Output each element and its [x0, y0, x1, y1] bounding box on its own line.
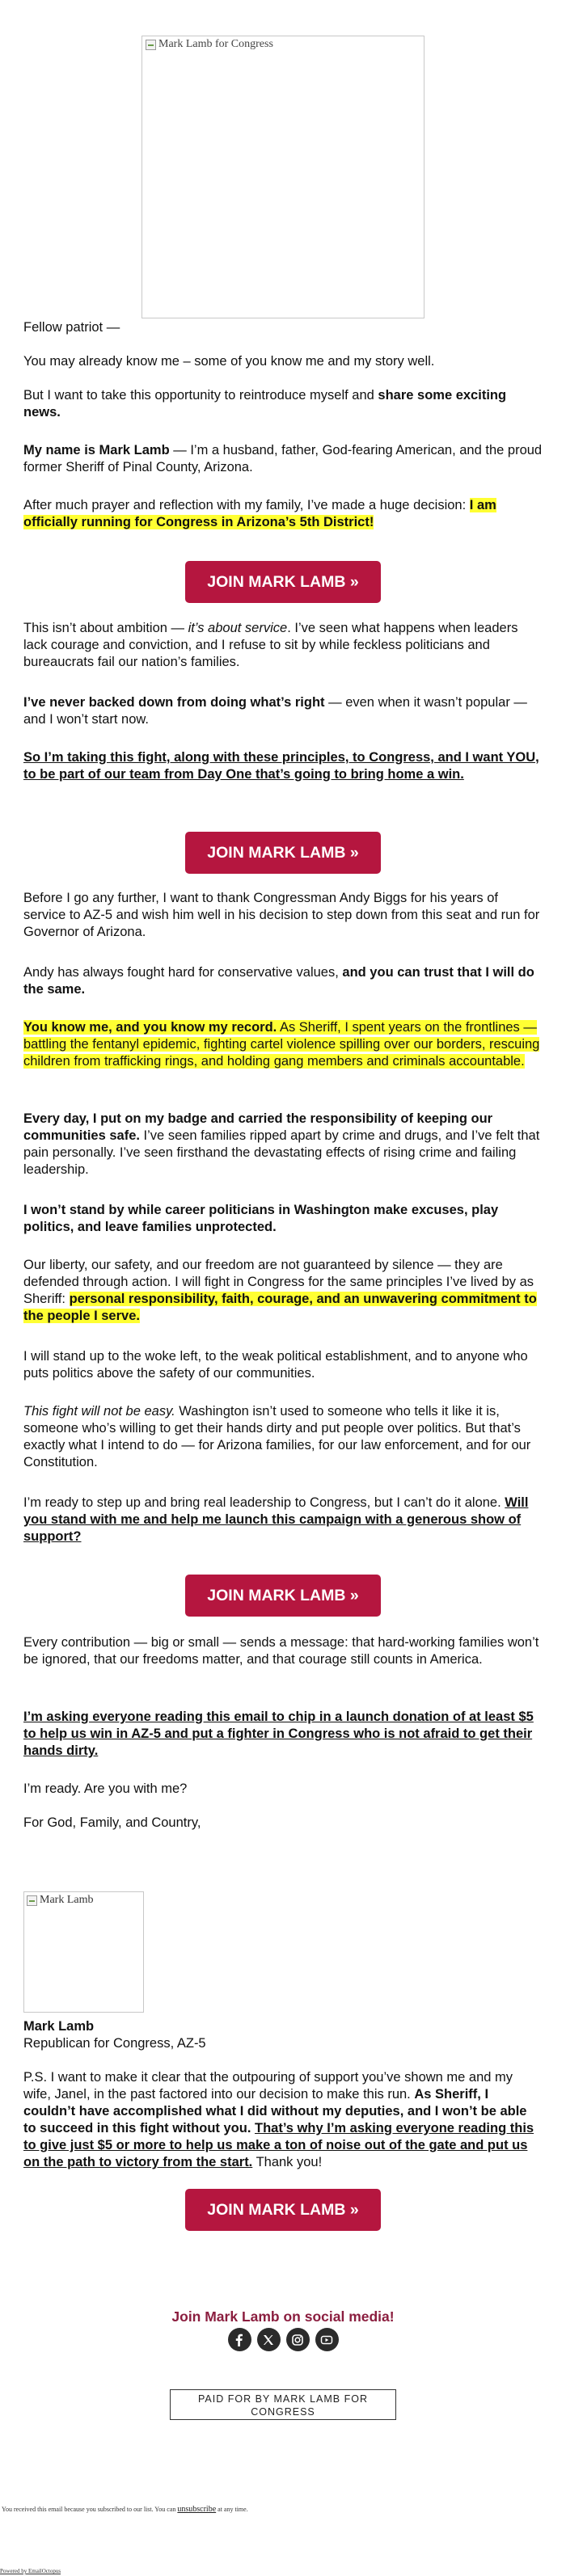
join-button[interactable]: JOIN MARK LAMB » — [185, 2189, 381, 2231]
paragraph: For God, Family, and Country, — [23, 1815, 201, 1830]
signature-image — [23, 1891, 144, 2013]
paragraph[interactable]: I’m asking everyone reading this email to chip in a launch donation of at least $5 to help us win in AZ-5 and put a fighter in Congress who is not afraid to get their hands dirty. — [23, 1710, 534, 1758]
postscript: P.S. I want to make it clear that the outpouring of support you’ve shown me and my wife, Janel, in the past factored into our decision to make this run. As Sheriff, I couldn’t have accomplished what I did without my deputies, and I won’t be able to succeed in this fight without you. That’s why I’m asking everyone reading this to give just $5 or more to help us make a ton of noise out of the gate and put us on the path to victory from the start. Thank you! — [23, 2070, 534, 2169]
paragraph: Every contribution — big or small — sends a message: that hard-working families won’t be ignored, that our freedoms matter, and that courage still counts in America. — [23, 1635, 539, 1667]
signature-image-alt: Mark Lamb — [27, 1894, 93, 1907]
signature-name: Mark Lamb — [23, 2019, 95, 2034]
paragraph: But I want to take this opportunity to reintroduce myself and share some exciting news. — [23, 388, 507, 419]
social-title: Join Mark Lamb on social media! — [171, 2308, 395, 2325]
paragraph: I’ve never backed down from doing what’s right — even when it wasn’t popular — and I won’t start now. — [23, 695, 527, 727]
hero-image-alt: Mark Lamb for Congress — [146, 38, 273, 51]
paragraph: Our liberty, our safety, and our freedom are not guaranteed by silence — they are defended through action. I will fight in Congress for the same principles I’ve lived by as Sheriff: personal responsibility, faith, courage, and an unwavering commitment to the people I serve. — [23, 1258, 537, 1323]
x-icon[interactable] — [257, 2328, 281, 2351]
social-links — [0, 2328, 566, 2351]
paragraph: You know me, and you know my record. As Sheriff, I spent years on the frontlines — battling the fentanyl epidemic, fighting cartel violence spilling over our borders, rescuing children from trafficking rings, and holding gang members and criminals accountable. — [23, 1020, 540, 1069]
facebook-icon[interactable] — [228, 2328, 251, 2351]
hero-image — [142, 36, 424, 318]
footer-note: You received this email because you subscribed to our list. You can unsubscribe at any time. — [2, 2505, 248, 2514]
signature-title: Republican for Congress, AZ-5 — [23, 2036, 206, 2051]
join-button[interactable]: JOIN MARK LAMB » — [185, 561, 381, 603]
broken-image-icon — [27, 1895, 37, 1906]
paragraph: I won’t stand by while career politicians in Washington make excuses, play politics, and leave families unprotected. — [23, 1203, 499, 1234]
paragraph: Every day, I put on my badge and carried the responsibility of keeping our communities safe. I’ve seen families ripped apart by crime and drugs, and I’ve felt that pain personally. I’ve seen firsthand the devastating effects of rising crime and failing leadership. — [23, 1111, 540, 1177]
unsubscribe-link[interactable]: unsubscribe — [177, 2505, 217, 2514]
paid-for-disclaimer: PAID FOR BY MARK LAMB FOR CONGRESS — [170, 2389, 396, 2420]
greeting: Fellow patriot — — [23, 320, 120, 335]
paragraph: This isn’t about ambition — it’s about service. I’ve seen what happens when leaders lack courage and conviction, and I refuse to sit by while feckless politicians and bureaucrats fail our nation’s families. — [23, 621, 518, 669]
youtube-icon[interactable] — [315, 2328, 339, 2351]
paragraph: After much prayer and reflection with my family, I’ve made a huge decision: I am officially running for Congress in Arizona’s 5th District! — [23, 498, 496, 529]
join-button[interactable]: JOIN MARK LAMB » — [185, 832, 381, 874]
paragraph: You may already know me – some of you know me and my story well. — [23, 354, 435, 369]
join-button[interactable]: JOIN MARK LAMB » — [185, 1575, 381, 1617]
broken-image-icon — [146, 40, 156, 50]
paragraph: Andy has always fought hard for conservative values, and you can trust that I will do the same. — [23, 965, 534, 997]
powered-by-link[interactable]: Powered by EmailOctopus — [0, 2568, 61, 2574]
paragraph: Before I go any further, I want to thank Congressman Andy Biggs for his years of service to AZ-5 and wish him well in his decision to step down from this seat and run for Governor of Arizona. — [23, 891, 540, 939]
paragraph: This fight will not be easy. Washington isn’t used to someone who tells it like it is, someone who’s willing to get their hands dirty and put people over politics. But that’s exactly what I intend to do — for Arizona families, for our law enforcement, and for our Constitution. — [23, 1404, 531, 1469]
paragraph: I’m ready. Are you with me? — [23, 1781, 188, 1796]
instagram-icon[interactable] — [286, 2328, 310, 2351]
paragraph: I’m ready to step up and bring real leadership to Congress, but I can’t do it alone. Will you stand with me and help me launch this campaign with a generous show of support? — [23, 1495, 529, 1544]
paragraph: I will stand up to the woke left, to the weak political establishment, and to anyone who puts politics above the safety of our communities. — [23, 1349, 528, 1381]
paragraph[interactable]: So I’m taking this fight, along with these principles, to Congress, and I want YOU, to be part of our team from Day One that’s going to bring home a win. — [23, 750, 539, 782]
paragraph: My name is Mark Lamb — I’m a husband, father, God-fearing American, and the proud former Sheriff of Pinal County, Arizona. — [23, 443, 543, 474]
